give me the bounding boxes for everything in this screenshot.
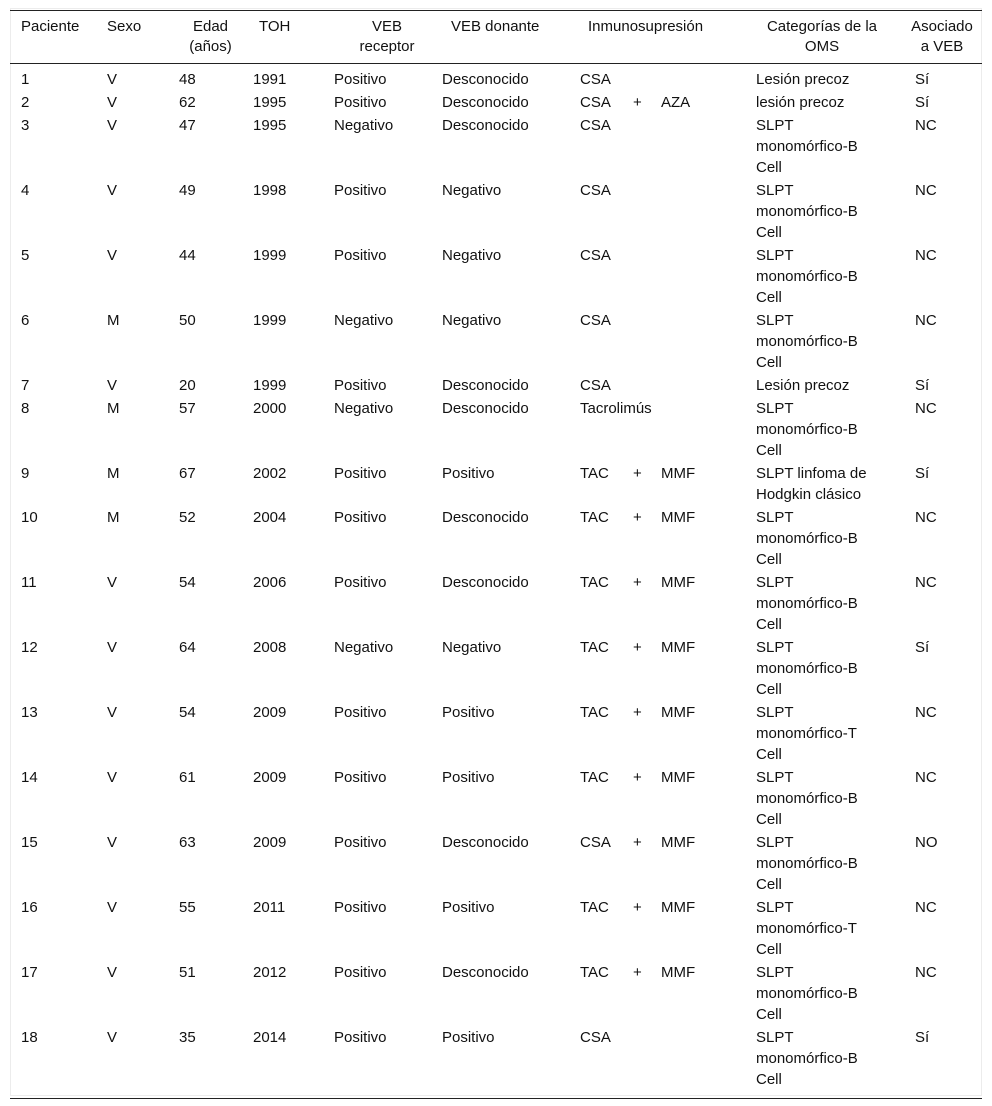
cell-asociado-veb: Sí [915, 71, 930, 88]
cell-veb-donante: Negativo [442, 312, 502, 329]
cell-asociado-veb: NC [915, 312, 937, 329]
cell-paciente: 14 [21, 769, 38, 786]
cell-inmunosupresion [579, 64, 742, 93]
immuno-drug: MMF [661, 899, 696, 916]
immuno-combo [580, 245, 742, 266]
cell-paciente: 4 [21, 182, 30, 199]
cell-paciente: 5 [21, 247, 30, 264]
cell-veb-receptor: Positivo [334, 964, 387, 981]
immuno-drug: CSA [580, 1029, 611, 1046]
cell-veb-donante: Positivo [442, 769, 495, 786]
cell-veb-receptor: Positivo [334, 247, 387, 264]
table-row [10, 64, 982, 93]
immuno-combo [580, 832, 742, 853]
cell-veb-donante: Desconocido [442, 834, 529, 851]
cell-inmunosupresion [579, 832, 742, 897]
cell-sexo: M [107, 465, 120, 482]
immuno-drug: CSA [580, 247, 611, 264]
cell-inmunosupresion [579, 572, 742, 637]
cell-inmunosupresion [579, 507, 742, 572]
immuno-drug: AZA [661, 94, 691, 111]
cell-veb-donante: Negativo [442, 639, 502, 656]
cell-sexo: V [107, 899, 118, 916]
cell-edad: 51 [179, 964, 196, 981]
cell-inmunosupresion [579, 398, 742, 463]
header-paciente: Paciente [10, 11, 107, 64]
cell-paciente: 3 [21, 117, 30, 134]
immuno-drug: TAC [580, 964, 609, 981]
immuno-plus: + [633, 509, 642, 526]
immuno-combo [580, 702, 742, 723]
cell-toh: 1995 [253, 117, 287, 134]
cell-asociado-veb: NC [915, 899, 937, 916]
cell-paciente: 12 [21, 639, 38, 656]
cell-categoria-oms: SLPT monomórfico-B Cell [756, 312, 858, 371]
cell-asociado-veb: Sí [915, 639, 930, 656]
cell-inmunosupresion [579, 897, 742, 962]
immuno-combo [580, 962, 742, 983]
immuno-plus: + [633, 834, 642, 851]
immuno-drug: MMF [661, 964, 696, 981]
cell-asociado-veb: Sí [915, 465, 930, 482]
cell-sexo: M [107, 509, 120, 526]
table-row [10, 310, 982, 375]
cell-veb-receptor: Negativo [334, 639, 394, 656]
table-row [10, 637, 982, 702]
table-row [10, 375, 982, 398]
header-veb-receptor: VEB receptor [333, 11, 441, 64]
table-row [10, 463, 982, 507]
cell-asociado-veb: Sí [915, 377, 930, 394]
immuno-combo [580, 92, 742, 113]
cell-inmunosupresion [579, 962, 742, 1027]
table-row [10, 245, 982, 310]
cell-toh: 2006 [253, 574, 287, 591]
cell-edad: 63 [179, 834, 196, 851]
cell-edad: 64 [179, 639, 196, 656]
cell-categoria-oms: SLPT monomórfico-B Cell [756, 1029, 858, 1088]
cell-edad: 61 [179, 769, 196, 786]
cell-sexo: V [107, 94, 118, 111]
cell-sexo: V [107, 247, 118, 264]
cell-veb-receptor: Negativo [334, 117, 394, 134]
cell-categoria-oms: SLPT monomórfico-B Cell [756, 509, 858, 568]
cell-inmunosupresion [579, 92, 742, 115]
cell-edad: 55 [179, 899, 196, 916]
header-row [10, 11, 982, 64]
cell-veb-receptor: Positivo [334, 769, 387, 786]
cell-sexo: V [107, 1029, 118, 1046]
cell-categoria-oms: SLPT linfoma de Hodgkin clásico [756, 465, 867, 503]
cell-veb-receptor: Positivo [334, 834, 387, 851]
cell-veb-donante: Desconocido [442, 574, 529, 591]
cell-edad: 57 [179, 400, 196, 417]
cell-asociado-veb: NC [915, 704, 937, 721]
table-row [10, 962, 982, 1027]
cell-veb-donante: Desconocido [442, 94, 529, 111]
immuno-plus: + [633, 769, 642, 786]
cell-veb-receptor: Positivo [334, 899, 387, 916]
immuno-combo [580, 180, 742, 201]
cell-paciente: 18 [21, 1029, 38, 1046]
cell-categoria-oms: SLPT monomórfico-B Cell [756, 639, 858, 698]
immuno-plus: + [633, 899, 642, 916]
cell-toh: 1999 [253, 247, 287, 264]
cell-veb-receptor: Positivo [334, 509, 387, 526]
cell-categoria-oms: SLPT monomórfico-B Cell [756, 834, 858, 893]
cell-paciente: 1 [21, 71, 30, 88]
cell-inmunosupresion [579, 463, 742, 507]
cell-toh: 2012 [253, 964, 287, 981]
cell-veb-receptor: Positivo [334, 1029, 387, 1046]
cell-toh: 1991 [253, 71, 287, 88]
cell-toh: 2009 [253, 769, 287, 786]
immuno-combo [580, 572, 742, 593]
table-row [10, 767, 982, 832]
immuno-drug: MMF [661, 834, 696, 851]
cell-veb-donante: Desconocido [442, 71, 529, 88]
cell-asociado-veb: NC [915, 964, 937, 981]
cell-inmunosupresion [579, 310, 742, 375]
table-row [10, 115, 982, 180]
cell-edad: 44 [179, 247, 196, 264]
immuno-drug: CSA [580, 71, 611, 88]
immuno-plus: + [633, 704, 642, 721]
cell-sexo: V [107, 639, 118, 656]
immuno-combo [580, 637, 742, 658]
cell-paciente: 15 [21, 834, 38, 851]
cell-veb-receptor: Positivo [334, 704, 387, 721]
immuno-drug: CSA [580, 94, 611, 111]
cell-inmunosupresion [579, 115, 742, 180]
immuno-combo [580, 398, 742, 419]
cell-edad: 35 [179, 1029, 196, 1046]
immuno-plus: + [633, 964, 642, 981]
header-edad: Edad (años) [168, 11, 253, 64]
cell-toh: 2008 [253, 639, 287, 656]
immuno-combo [580, 767, 742, 788]
immuno-drug: TAC [580, 574, 609, 591]
table-row [10, 398, 982, 463]
cell-paciente: 8 [21, 400, 30, 417]
cell-inmunosupresion [579, 637, 742, 702]
cell-sexo: V [107, 834, 118, 851]
cell-toh: 2011 [253, 899, 286, 916]
cell-inmunosupresion [579, 180, 742, 245]
cell-veb-donante: Positivo [442, 1029, 495, 1046]
cell-inmunosupresion [579, 767, 742, 832]
immuno-combo [580, 115, 742, 136]
immuno-combo [580, 310, 742, 331]
cell-paciente: 16 [21, 899, 38, 916]
immuno-drug: TAC [580, 769, 609, 786]
cell-categoria-oms: Lesión precoz [756, 377, 850, 394]
immuno-plus: + [633, 94, 642, 111]
cell-veb-donante: Negativo [442, 182, 502, 199]
cell-toh: 2014 [253, 1029, 287, 1046]
immuno-drug: MMF [661, 509, 696, 526]
cell-toh: 2000 [253, 400, 287, 417]
cell-paciente: 10 [21, 509, 38, 526]
header-sexo: Sexo [107, 11, 168, 64]
cell-edad: 49 [179, 182, 196, 199]
header-inmunosupresion: Inmunosupresión [579, 11, 742, 64]
cell-inmunosupresion [579, 702, 742, 767]
cell-edad: 20 [179, 377, 196, 394]
cell-veb-donante: Desconocido [442, 964, 529, 981]
cell-toh: 1999 [253, 377, 287, 394]
cell-veb-donante: Desconocido [442, 117, 529, 134]
cell-categoria-oms: lesión precoz [756, 94, 845, 111]
immuno-drug: TAC [580, 899, 609, 916]
cell-edad: 54 [179, 574, 196, 591]
cell-sexo: V [107, 377, 118, 394]
cell-veb-donante: Desconocido [442, 400, 529, 417]
immuno-drug: TAC [580, 509, 609, 526]
immuno-drug: TAC [580, 704, 609, 721]
immuno-drug: MMF [661, 639, 696, 656]
immuno-drug: CSA [580, 377, 611, 394]
table-row [10, 702, 982, 767]
cell-asociado-veb: NC [915, 182, 937, 199]
cell-veb-donante: Desconocido [442, 377, 529, 394]
immuno-drug: Tacrolimús [580, 400, 652, 417]
immuno-drug: TAC [580, 639, 609, 656]
cell-paciente: 13 [21, 704, 38, 721]
immuno-drug: MMF [661, 574, 696, 591]
table-body [10, 64, 982, 1099]
cell-asociado-veb: NC [915, 509, 937, 526]
immuno-drug: CSA [580, 182, 611, 199]
header-asociado-veb: Asociado a VEB [902, 11, 982, 64]
cell-categoria-oms: SLPT monomórfico-T Cell [756, 704, 857, 763]
cell-sexo: M [107, 312, 120, 329]
immuno-combo [580, 507, 742, 528]
cell-sexo: V [107, 704, 118, 721]
cell-veb-donante: Positivo [442, 465, 495, 482]
cell-paciente: 9 [21, 465, 30, 482]
cell-asociado-veb: NC [915, 769, 937, 786]
cell-asociado-veb: NC [915, 574, 937, 591]
cell-paciente: 2 [21, 94, 30, 111]
header-categorias-oms: Categorías de la OMS [742, 11, 902, 64]
table-row [10, 572, 982, 637]
cell-veb-receptor: Positivo [334, 71, 387, 88]
cell-paciente: 11 [21, 574, 37, 591]
cell-asociado-veb: NC [915, 117, 937, 134]
cell-categoria-oms: SLPT monomórfico-T Cell [756, 899, 857, 958]
immuno-combo [580, 1027, 742, 1048]
immuno-drug: TAC [580, 465, 609, 482]
immuno-plus: + [633, 639, 642, 656]
cell-toh: 1998 [253, 182, 287, 199]
cell-veb-donante: Positivo [442, 899, 495, 916]
cell-toh: 2009 [253, 834, 287, 851]
cell-edad: 62 [179, 94, 196, 111]
cell-veb-donante: Positivo [442, 704, 495, 721]
cell-toh: 2004 [253, 509, 287, 526]
header-veb-donante: VEB donante [441, 11, 579, 64]
cell-sexo: M [107, 400, 120, 417]
cell-asociado-veb: Sí [915, 94, 930, 111]
cell-edad: 48 [179, 71, 196, 88]
immuno-combo [580, 463, 742, 484]
immuno-plus: + [633, 465, 642, 482]
cell-veb-receptor: Negativo [334, 400, 394, 417]
cell-veb-receptor: Positivo [334, 377, 387, 394]
cell-veb-receptor: Positivo [334, 94, 387, 111]
cell-asociado-veb: Sí [915, 1029, 930, 1046]
table-row [10, 507, 982, 572]
immuno-drug: CSA [580, 834, 611, 851]
cell-edad: 54 [179, 704, 196, 721]
cell-edad: 50 [179, 312, 196, 329]
cell-toh: 1999 [253, 312, 287, 329]
header-toh: TOH [253, 11, 333, 64]
cell-categoria-oms: SLPT monomórfico-B Cell [756, 769, 858, 828]
cell-inmunosupresion [579, 1027, 742, 1099]
immuno-drug: CSA [580, 312, 611, 329]
cell-categoria-oms: SLPT monomórfico-B Cell [756, 117, 858, 176]
cell-veb-receptor: Positivo [334, 182, 387, 199]
cell-toh: 1995 [253, 94, 287, 111]
cell-edad: 52 [179, 509, 196, 526]
cell-veb-receptor: Positivo [334, 574, 387, 591]
immuno-combo [580, 69, 742, 90]
cell-veb-donante: Negativo [442, 247, 502, 264]
immuno-combo [580, 897, 742, 918]
cell-edad: 67 [179, 465, 196, 482]
cell-veb-receptor: Positivo [334, 465, 387, 482]
table-row [10, 1027, 982, 1099]
cell-sexo: V [107, 182, 118, 199]
cell-sexo: V [107, 574, 118, 591]
cell-asociado-veb: NC [915, 400, 937, 417]
cell-veb-receptor: Negativo [334, 312, 394, 329]
immuno-drug: MMF [661, 769, 696, 786]
cell-toh: 2002 [253, 465, 287, 482]
table-row [10, 897, 982, 962]
cell-inmunosupresion [579, 375, 742, 398]
table-header [10, 11, 982, 64]
cell-categoria-oms: Lesión precoz [756, 71, 850, 88]
immuno-drug: CSA [580, 117, 611, 134]
cell-veb-donante: Desconocido [442, 509, 529, 526]
cell-categoria-oms: SLPT monomórfico-B Cell [756, 182, 858, 241]
table-row [10, 92, 982, 115]
cell-sexo: V [107, 964, 118, 981]
immuno-combo [580, 375, 742, 396]
immuno-plus: + [633, 574, 642, 591]
cell-paciente: 17 [21, 964, 38, 981]
immuno-drug: MMF [661, 704, 696, 721]
cell-sexo: V [107, 117, 118, 134]
cell-categoria-oms: SLPT monomórfico-B Cell [756, 574, 858, 633]
cell-categoria-oms: SLPT monomórfico-B Cell [756, 247, 858, 306]
immuno-drug: MMF [661, 465, 696, 482]
cell-paciente: 7 [21, 377, 30, 394]
cell-asociado-veb: NO [915, 834, 938, 851]
cell-asociado-veb: NC [915, 247, 937, 264]
cell-sexo: V [107, 769, 118, 786]
cell-categoria-oms: SLPT monomórfico-B Cell [756, 964, 858, 1023]
cell-toh: 2009 [253, 704, 287, 721]
cell-paciente: 6 [21, 312, 30, 329]
table-row [10, 832, 982, 897]
cell-inmunosupresion [579, 245, 742, 310]
cell-sexo: V [107, 71, 118, 88]
patients-table [10, 10, 982, 1099]
cell-categoria-oms: SLPT monomórfico-B Cell [756, 400, 858, 459]
table-row [10, 180, 982, 245]
cell-edad: 47 [179, 117, 196, 134]
